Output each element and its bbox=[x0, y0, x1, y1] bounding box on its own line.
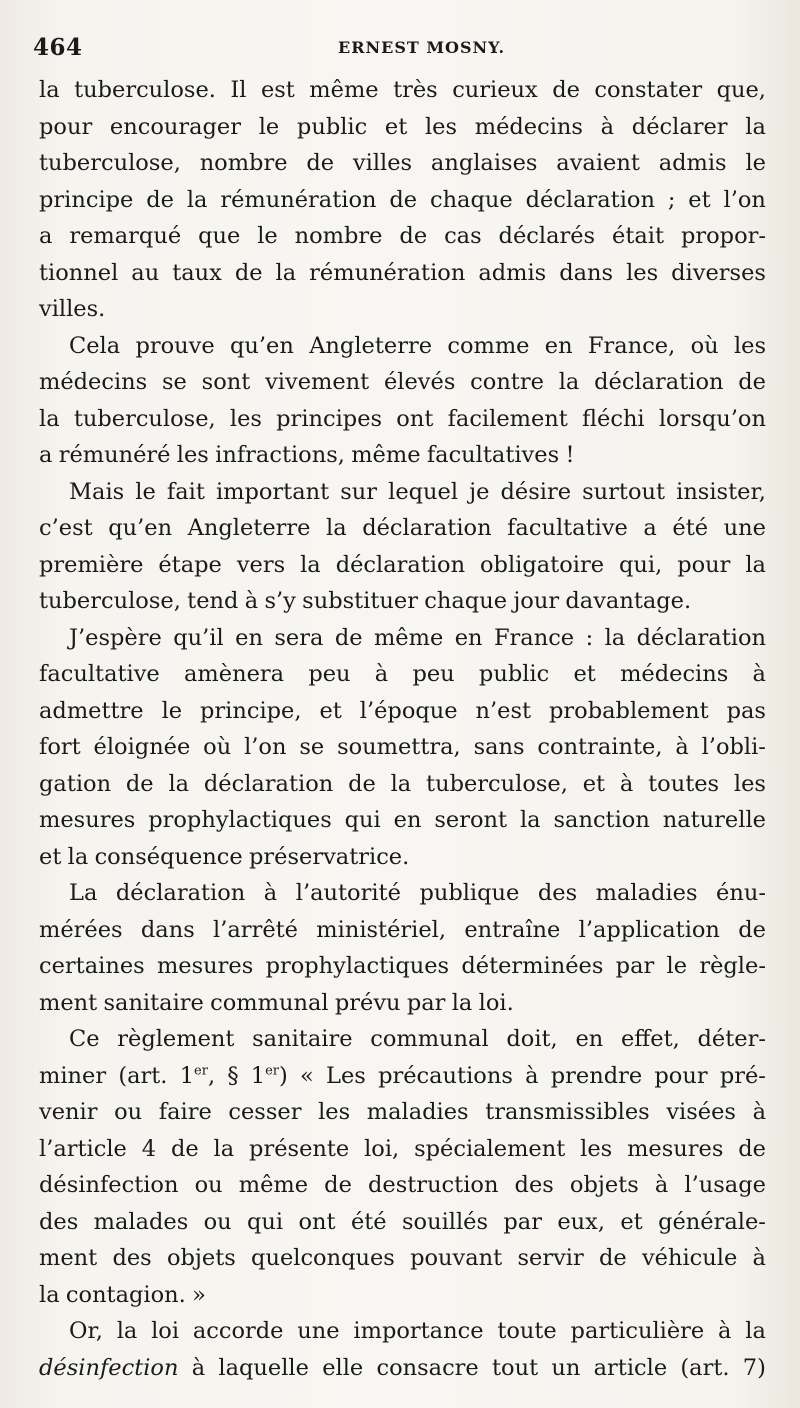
text-line: admettre le principe, et l’époque n’est probablement pas bbox=[39, 697, 766, 724]
text-line: désinfection à laquelle elle consacre tout un article (art. 7) bbox=[39, 1354, 766, 1381]
text-line: pour encourager le public et les médecins à déclarer la bbox=[39, 113, 766, 140]
text-line: Cela prouve qu’en Angleterre comme en France, où les bbox=[69, 332, 766, 359]
text-line: la tuberculose. Il est même très curieux de constater que, bbox=[39, 77, 766, 103]
text-line: certaines mesures prophylactiques déterminées par le règle- bbox=[39, 953, 766, 979]
text-line: la tuberculose, les principes ont facilement fléchi lorsqu’on bbox=[39, 405, 766, 432]
text-line: La déclaration à l’autorité publique des maladies énu- bbox=[69, 880, 766, 906]
text-line: la contagion. » bbox=[39, 1281, 206, 1308]
text-line: première étape vers la déclaration obligatoire qui, pour la bbox=[39, 551, 766, 578]
text-line: tionnel au taux de la rémunération admis dans les diverses bbox=[39, 259, 766, 286]
text-line: ment des objets quelconques pouvant servir de véhicule à bbox=[39, 1245, 766, 1271]
text-line: a remarqué que le nombre de cas déclarés était propor- bbox=[39, 223, 766, 249]
text-line: et la conséquence préservatrice. bbox=[39, 843, 410, 870]
text-line: villes. bbox=[39, 296, 106, 322]
text-line: J’espère qu’il en sera de même en France : la déclaration bbox=[69, 624, 766, 651]
text-line: fort éloignée où l’on se soumettra, sans contrainte, à l’obli- bbox=[39, 734, 766, 760]
running-head: ERNEST MOSNY. bbox=[338, 38, 506, 57]
text-line: miner (art. 1er, § 1er) « Les précautions à prendre pour pré- bbox=[39, 1062, 766, 1089]
text-line: mérées dans l’arrêté ministériel, entraîne l’application de bbox=[39, 916, 766, 943]
text-line: Ce règlement sanitaire communal doit, en effet, déter- bbox=[69, 1026, 766, 1052]
text-line: Or, la loi accorde une importance toute particulière à la bbox=[69, 1318, 766, 1344]
text-line: tuberculose, nombre de villes anglaises avaient admis le bbox=[39, 150, 766, 176]
page-header bbox=[33, 34, 776, 68]
text-line: Mais le fait important sur lequel je désire surtout insister, bbox=[69, 478, 766, 505]
text-line: principe de la rémunération de chaque déclaration ; et l’on bbox=[39, 186, 766, 213]
text-line: désinfection ou même de destruction des objets à l’usage bbox=[39, 1172, 766, 1198]
text-line: a rémunéré les infractions, même facultatives ! bbox=[39, 442, 575, 468]
text-line: tuberculose, tend à s’y substituer chaque jour davantage. bbox=[39, 588, 692, 614]
text-line: des malades ou qui ont été souillés par eux, et générale- bbox=[39, 1208, 766, 1235]
text-line: l’article 4 de la présente loi, spécialement les mesures de bbox=[39, 1135, 766, 1162]
text-line: ment sanitaire communal prévu par la loi. bbox=[39, 989, 514, 1016]
text-line: médecins se sont vivement élevés contre la déclaration de bbox=[39, 369, 766, 395]
text-line: mesures prophylactiques qui en seront la sanction naturelle bbox=[39, 807, 766, 833]
text-line: gation de la déclaration de la tuberculose, et à toutes les bbox=[39, 770, 766, 797]
body-text bbox=[39, 72, 766, 1386]
text-line: facultative amènera peu à peu public et médecins à bbox=[39, 661, 766, 687]
text-line: c’est qu’en Angleterre la déclaration facultative a été une bbox=[39, 515, 766, 541]
text-line: venir ou faire cesser les maladies transmissibles visées à bbox=[39, 1099, 766, 1125]
page-number: 464 bbox=[33, 34, 83, 61]
